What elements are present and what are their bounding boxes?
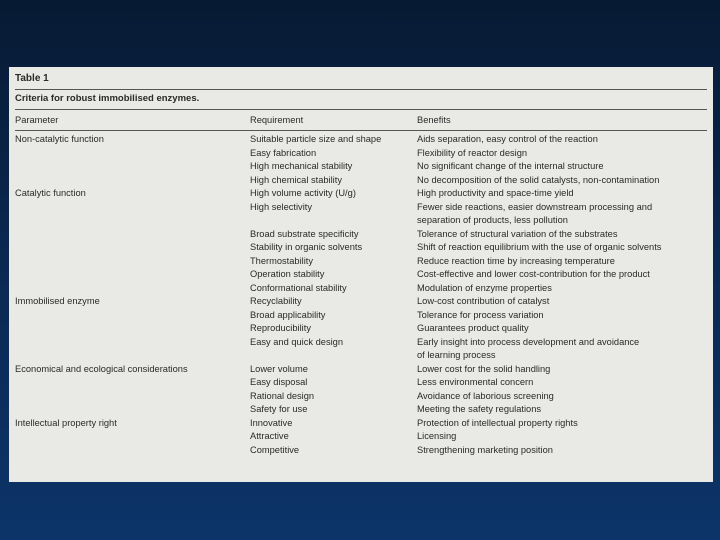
cell-parameter [15, 336, 250, 350]
table-row [15, 363, 707, 377]
cell-requirement: Attractive [250, 431, 289, 441]
cell-parameter [15, 322, 250, 336]
cell-parameter: Catalytic function [15, 188, 86, 198]
table-row [15, 174, 707, 188]
cell-parameter [15, 241, 250, 255]
table-row [15, 133, 707, 147]
cell-requirement: High volume activity (U/g) [250, 188, 356, 198]
table-body [15, 131, 707, 457]
cell-parameter [15, 174, 250, 188]
cell-benefit: Low-cost contribution of catalyst [417, 296, 550, 306]
table-row [15, 295, 707, 309]
header-requirement: Requirement [250, 115, 304, 125]
cell-parameter [15, 147, 250, 161]
cell-requirement: Easy disposal [250, 377, 308, 387]
cell-requirement: Innovative [250, 417, 293, 428]
cell-requirement: High chemical stability [250, 174, 342, 185]
table-row [15, 187, 707, 201]
table-row [15, 214, 707, 228]
cell-requirement: High selectivity [250, 201, 313, 212]
cell-requirement [250, 349, 417, 363]
cell-benefit: Tolerance of structural variation of the substrates [417, 228, 618, 239]
cell-parameter [15, 376, 250, 390]
table-row [15, 430, 707, 444]
cell-requirement: Broad substrate specificity [250, 228, 359, 239]
cell-requirement: Easy and quick design [250, 336, 344, 347]
cell-parameter [15, 255, 250, 269]
cell-parameter: Immobilised enzyme [15, 296, 100, 306]
cell-parameter [15, 309, 250, 323]
cell-requirement: Suitable particle size and shape [250, 134, 382, 144]
cell-requirement: Broad applicability [250, 309, 326, 320]
cell-parameter [15, 403, 250, 417]
cell-benefit: Lower cost for the solid handling [417, 363, 551, 374]
cell-parameter: Non-catalytic function [15, 134, 104, 144]
cell-requirement: Thermostability [250, 255, 314, 266]
cell-benefit: of learning process [417, 350, 496, 360]
cell-requirement: Reproducibility [250, 323, 311, 333]
header-benefits: Benefits [417, 115, 451, 125]
cell-requirement: Stability in organic solvents [250, 242, 363, 252]
table-row [15, 268, 707, 282]
cell-requirement: Lower volume [250, 363, 308, 374]
table-caption: Criteria for robust immobilised enzymes. [15, 93, 200, 104]
cell-requirement: Rational design [250, 390, 315, 401]
cell-benefit: Strengthening marketing position [417, 444, 553, 455]
table-card [9, 67, 713, 482]
cell-requirement: Competitive [250, 444, 300, 455]
cell-parameter [15, 282, 250, 296]
cell-requirement [250, 214, 417, 228]
cell-benefit: High productivity and space-time yield [417, 188, 574, 198]
cell-parameter: Intellectual property right [15, 417, 117, 428]
table-row [15, 282, 707, 296]
table-row [15, 336, 707, 350]
cell-benefit: Meeting the safety regulations [417, 404, 542, 414]
table-row [15, 390, 707, 404]
table-row [15, 241, 707, 255]
cell-parameter: Economical and ecological considerations [15, 363, 188, 374]
table-row [15, 403, 707, 417]
table-header [15, 110, 707, 130]
table-row [15, 444, 707, 458]
cell-benefit: Cost-effective and lower cost-contribution for the product [417, 269, 650, 279]
table-row [15, 376, 707, 390]
cell-benefit: No significant change of the internal structure [417, 161, 604, 171]
cell-parameter [15, 390, 250, 404]
cell-benefit: separation of products, less pollution [417, 215, 568, 225]
table-label: Table 1 [15, 73, 49, 84]
table-row [15, 417, 707, 431]
cell-parameter [15, 430, 250, 444]
cell-requirement: High mechanical stability [250, 161, 353, 171]
cell-benefit: Tolerance for process variation [417, 309, 544, 320]
cell-benefit: Licensing [417, 431, 457, 441]
cell-requirement: Recyclability [250, 296, 302, 306]
cell-requirement: Operation stability [250, 269, 325, 279]
cell-benefit: Less environmental concern [417, 377, 534, 387]
table-row [15, 349, 707, 363]
cell-benefit: Reduce reaction time by increasing temperature [417, 255, 615, 266]
cell-requirement: Easy fabrication [250, 147, 317, 158]
cell-parameter [15, 268, 250, 282]
cell-parameter [15, 201, 250, 215]
table-row [15, 201, 707, 215]
table-row [15, 255, 707, 269]
cell-parameter [15, 349, 250, 363]
cell-parameter [15, 444, 250, 458]
cell-benefit: Avoidance of laborious screening [417, 390, 554, 401]
cell-benefit: Flexibility of reactor design [417, 147, 528, 158]
cell-requirement: Safety for use [250, 404, 308, 414]
table-row [15, 322, 707, 336]
table-row [15, 309, 707, 323]
table-row [15, 228, 707, 242]
table-row [15, 160, 707, 174]
cell-benefit: Protection of intellectual property rights [417, 417, 578, 428]
header-parameter: Parameter [15, 115, 59, 125]
cell-parameter [15, 228, 250, 242]
cell-requirement: Conformational stability [250, 282, 347, 293]
cell-benefit: Guarantees product quality [417, 323, 529, 333]
cell-benefit: Aids separation, easy control of the reaction [417, 134, 598, 144]
cell-benefit: Early insight into process development and avoidance [417, 336, 640, 347]
table-row [15, 147, 707, 161]
cell-parameter [15, 214, 250, 228]
cell-benefit: No decomposition of the solid catalysts, non-contamination [417, 174, 660, 185]
cell-benefit: Modulation of enzyme properties [417, 282, 552, 293]
cell-parameter [15, 160, 250, 174]
cell-benefit: Shift of reaction equilibrium with the use of organic solvents [417, 242, 662, 252]
cell-benefit: Fewer side reactions, easier downstream processing and [417, 201, 653, 212]
